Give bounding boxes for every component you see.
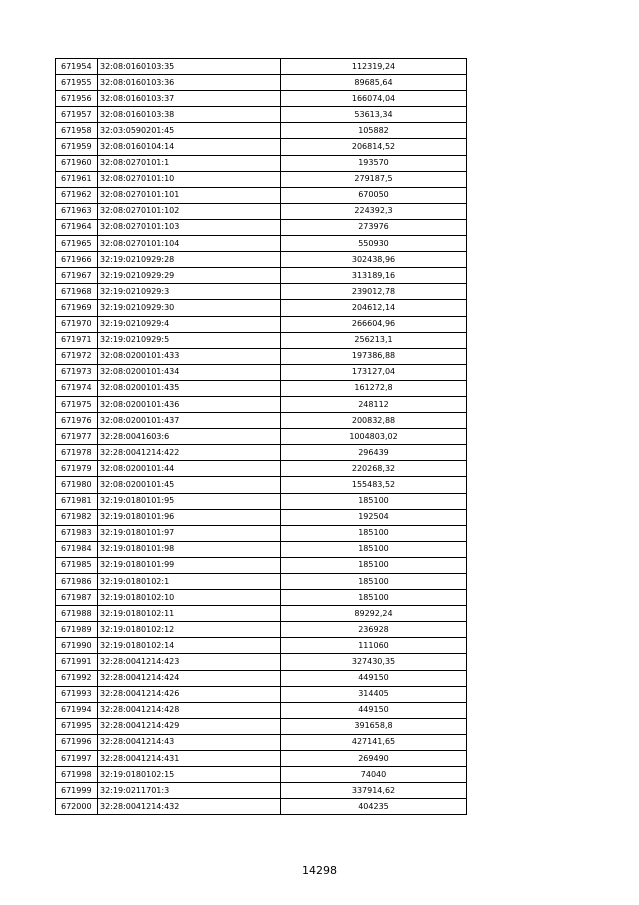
value-cell: 313189,16 bbox=[281, 268, 467, 284]
cadastral-number-cell: 32:19:0210929:28 bbox=[98, 252, 281, 268]
table-row bbox=[56, 429, 467, 445]
row-id-cell: 671957 bbox=[56, 107, 98, 123]
row-id-cell: 671999 bbox=[56, 783, 98, 799]
row-id-cell: 671995 bbox=[56, 718, 98, 734]
cadastral-number-cell: 32:08:0270101:1 bbox=[98, 155, 281, 171]
cadastral-number-cell: 32:19:0180101:95 bbox=[98, 493, 281, 509]
table-row bbox=[56, 380, 467, 396]
table-row bbox=[56, 300, 467, 316]
table-row bbox=[56, 751, 467, 767]
table-row bbox=[56, 509, 467, 525]
cadastral-number-cell: 32:08:0270101:101 bbox=[98, 187, 281, 203]
cadastral-number-cell: 32:08:0160103:36 bbox=[98, 75, 281, 91]
cadastral-number-cell: 32:28:0041214:423 bbox=[98, 654, 281, 670]
row-id-cell: 672000 bbox=[56, 799, 98, 815]
value-cell: 391658,8 bbox=[281, 718, 467, 734]
row-id-cell: 671984 bbox=[56, 541, 98, 557]
row-id-cell: 671979 bbox=[56, 461, 98, 477]
value-cell: 185100 bbox=[281, 557, 467, 573]
cadastral-number-cell: 32:08:0200101:45 bbox=[98, 477, 281, 493]
value-cell: 273976 bbox=[281, 219, 467, 235]
table-row bbox=[56, 541, 467, 557]
cadastral-number-cell: 32:08:0200101:44 bbox=[98, 461, 281, 477]
value-cell: 155483,52 bbox=[281, 477, 467, 493]
value-cell: 206814,52 bbox=[281, 139, 467, 155]
table-row bbox=[56, 396, 467, 412]
cadastral-number-cell: 32:08:0200101:433 bbox=[98, 348, 281, 364]
cadastral-number-cell: 32:28:0041603:6 bbox=[98, 429, 281, 445]
row-id-cell: 671980 bbox=[56, 477, 98, 493]
cadastral-number-cell: 32:28:0041214:43 bbox=[98, 734, 281, 750]
row-id-cell: 671981 bbox=[56, 493, 98, 509]
cadastral-number-cell: 32:08:0200101:437 bbox=[98, 413, 281, 429]
value-cell: 161272,8 bbox=[281, 380, 467, 396]
cadastral-number-cell: 32:08:0200101:434 bbox=[98, 364, 281, 380]
value-cell: 279187,5 bbox=[281, 171, 467, 187]
value-cell: 236928 bbox=[281, 622, 467, 638]
row-id-cell: 671990 bbox=[56, 638, 98, 654]
value-cell: 105882 bbox=[281, 123, 467, 139]
cadastral-value-table bbox=[55, 58, 467, 815]
table-row bbox=[56, 525, 467, 541]
table-row bbox=[56, 702, 467, 718]
cadastral-number-cell: 32:19:0180101:97 bbox=[98, 525, 281, 541]
value-cell: 89292,24 bbox=[281, 606, 467, 622]
table-row bbox=[56, 767, 467, 783]
row-id-cell: 671961 bbox=[56, 171, 98, 187]
value-cell: 111060 bbox=[281, 638, 467, 654]
row-id-cell: 671977 bbox=[56, 429, 98, 445]
table-row bbox=[56, 203, 467, 219]
table-row bbox=[56, 590, 467, 606]
cadastral-number-cell: 32:28:0041214:432 bbox=[98, 799, 281, 815]
table-row bbox=[56, 348, 467, 364]
value-cell: 1004803,02 bbox=[281, 429, 467, 445]
row-id-cell: 671963 bbox=[56, 203, 98, 219]
cadastral-number-cell: 32:19:0210929:4 bbox=[98, 316, 281, 332]
row-id-cell: 671976 bbox=[56, 413, 98, 429]
row-id-cell: 671956 bbox=[56, 91, 98, 107]
table-row bbox=[56, 59, 467, 75]
row-id-cell: 671996 bbox=[56, 734, 98, 750]
cadastral-number-cell: 32:19:0210929:5 bbox=[98, 332, 281, 348]
value-cell: 337914,62 bbox=[281, 783, 467, 799]
row-id-cell: 671988 bbox=[56, 606, 98, 622]
value-cell: 404235 bbox=[281, 799, 467, 815]
row-id-cell: 671967 bbox=[56, 268, 98, 284]
table-row bbox=[56, 799, 467, 815]
row-id-cell: 671960 bbox=[56, 155, 98, 171]
value-cell: 269490 bbox=[281, 751, 467, 767]
cadastral-number-cell: 32:08:0270101:10 bbox=[98, 171, 281, 187]
cadastral-number-cell: 32:28:0041214:431 bbox=[98, 751, 281, 767]
row-id-cell: 671954 bbox=[56, 59, 98, 75]
cadastral-number-cell: 32:19:0211701:3 bbox=[98, 783, 281, 799]
row-id-cell: 671998 bbox=[56, 767, 98, 783]
value-cell: 314405 bbox=[281, 686, 467, 702]
page-number: 14298 bbox=[302, 864, 337, 877]
value-cell: 197386,88 bbox=[281, 348, 467, 364]
row-id-cell: 671966 bbox=[56, 252, 98, 268]
table-row bbox=[56, 332, 467, 348]
row-id-cell: 671968 bbox=[56, 284, 98, 300]
value-cell: 266604,96 bbox=[281, 316, 467, 332]
table-row bbox=[56, 75, 467, 91]
cadastral-number-cell: 32:19:0180102:10 bbox=[98, 590, 281, 606]
table-row bbox=[56, 316, 467, 332]
value-cell: 166074,04 bbox=[281, 91, 467, 107]
cadastral-number-cell: 32:19:0180101:99 bbox=[98, 557, 281, 573]
cadastral-number-cell: 32:08:0200101:436 bbox=[98, 396, 281, 412]
row-id-cell: 671983 bbox=[56, 525, 98, 541]
value-cell: 185100 bbox=[281, 574, 467, 590]
value-cell: 220268,32 bbox=[281, 461, 467, 477]
table-row bbox=[56, 236, 467, 252]
row-id-cell: 671958 bbox=[56, 123, 98, 139]
value-cell: 89685,64 bbox=[281, 75, 467, 91]
value-cell: 248112 bbox=[281, 396, 467, 412]
row-id-cell: 671994 bbox=[56, 702, 98, 718]
table-row bbox=[56, 413, 467, 429]
row-id-cell: 671972 bbox=[56, 348, 98, 364]
table-row bbox=[56, 638, 467, 654]
value-cell: 427141,65 bbox=[281, 734, 467, 750]
cadastral-number-cell: 32:08:0160103:35 bbox=[98, 59, 281, 75]
value-cell: 53613,34 bbox=[281, 107, 467, 123]
cadastral-number-cell: 32:28:0041214:424 bbox=[98, 670, 281, 686]
row-id-cell: 671989 bbox=[56, 622, 98, 638]
cadastral-number-cell: 32:28:0041214:426 bbox=[98, 686, 281, 702]
cadastral-number-cell: 32:28:0041214:429 bbox=[98, 718, 281, 734]
table-row bbox=[56, 187, 467, 203]
cadastral-number-cell: 32:03:0590201:45 bbox=[98, 123, 281, 139]
row-id-cell: 671982 bbox=[56, 509, 98, 525]
row-id-cell: 671974 bbox=[56, 380, 98, 396]
table-row bbox=[56, 606, 467, 622]
value-cell: 192504 bbox=[281, 509, 467, 525]
cadastral-number-cell: 32:19:0180102:14 bbox=[98, 638, 281, 654]
row-id-cell: 671969 bbox=[56, 300, 98, 316]
table-body bbox=[56, 59, 467, 815]
row-id-cell: 671997 bbox=[56, 751, 98, 767]
cadastral-number-cell: 32:08:0200101:435 bbox=[98, 380, 281, 396]
value-cell: 449150 bbox=[281, 702, 467, 718]
value-cell: 449150 bbox=[281, 670, 467, 686]
row-id-cell: 671986 bbox=[56, 574, 98, 590]
cadastral-number-cell: 32:19:0180101:98 bbox=[98, 541, 281, 557]
cadastral-number-cell: 32:28:0041214:428 bbox=[98, 702, 281, 718]
table-row bbox=[56, 670, 467, 686]
cadastral-number-cell: 32:19:0180101:96 bbox=[98, 509, 281, 525]
value-cell: 185100 bbox=[281, 590, 467, 606]
cadastral-number-cell: 32:08:0270101:104 bbox=[98, 236, 281, 252]
value-cell: 200832,88 bbox=[281, 413, 467, 429]
table-row bbox=[56, 654, 467, 670]
table-row bbox=[56, 557, 467, 573]
table-row bbox=[56, 445, 467, 461]
cadastral-number-cell: 32:08:0270101:103 bbox=[98, 219, 281, 235]
value-cell: 74040 bbox=[281, 767, 467, 783]
table-row bbox=[56, 219, 467, 235]
value-cell: 204612,14 bbox=[281, 300, 467, 316]
table-row bbox=[56, 171, 467, 187]
table-row bbox=[56, 461, 467, 477]
table-row bbox=[56, 364, 467, 380]
value-cell: 185100 bbox=[281, 541, 467, 557]
value-cell: 224392,3 bbox=[281, 203, 467, 219]
value-cell: 239012,78 bbox=[281, 284, 467, 300]
row-id-cell: 671978 bbox=[56, 445, 98, 461]
cadastral-number-cell: 32:19:0210929:3 bbox=[98, 284, 281, 300]
row-id-cell: 671987 bbox=[56, 590, 98, 606]
value-cell: 670050 bbox=[281, 187, 467, 203]
cadastral-number-cell: 32:08:0160103:37 bbox=[98, 91, 281, 107]
table-row bbox=[56, 123, 467, 139]
row-id-cell: 671993 bbox=[56, 686, 98, 702]
table-row bbox=[56, 268, 467, 284]
cadastral-number-cell: 32:08:0270101:102 bbox=[98, 203, 281, 219]
cadastral-number-cell: 32:19:0210929:29 bbox=[98, 268, 281, 284]
row-id-cell: 671959 bbox=[56, 139, 98, 155]
value-cell: 256213,1 bbox=[281, 332, 467, 348]
cadastral-number-cell: 32:19:0180102:1 bbox=[98, 574, 281, 590]
value-cell: 327430,35 bbox=[281, 654, 467, 670]
row-id-cell: 671975 bbox=[56, 396, 98, 412]
value-cell: 550930 bbox=[281, 236, 467, 252]
row-id-cell: 671985 bbox=[56, 557, 98, 573]
row-id-cell: 671970 bbox=[56, 316, 98, 332]
value-cell: 185100 bbox=[281, 525, 467, 541]
table-row bbox=[56, 252, 467, 268]
table-row bbox=[56, 783, 467, 799]
cadastral-number-cell: 32:19:0210929:30 bbox=[98, 300, 281, 316]
table-row bbox=[56, 718, 467, 734]
row-id-cell: 671992 bbox=[56, 670, 98, 686]
row-id-cell: 671965 bbox=[56, 236, 98, 252]
row-id-cell: 671955 bbox=[56, 75, 98, 91]
value-cell: 296439 bbox=[281, 445, 467, 461]
cadastral-number-cell: 32:19:0180102:12 bbox=[98, 622, 281, 638]
cadastral-number-cell: 32:28:0041214:422 bbox=[98, 445, 281, 461]
cadastral-number-cell: 32:19:0180102:15 bbox=[98, 767, 281, 783]
cadastral-number-cell: 32:08:0160104:14 bbox=[98, 139, 281, 155]
value-cell: 173127,04 bbox=[281, 364, 467, 380]
row-id-cell: 671973 bbox=[56, 364, 98, 380]
row-id-cell: 671991 bbox=[56, 654, 98, 670]
table-row bbox=[56, 91, 467, 107]
table-row bbox=[56, 284, 467, 300]
table-row bbox=[56, 477, 467, 493]
table-row bbox=[56, 493, 467, 509]
row-id-cell: 671964 bbox=[56, 219, 98, 235]
value-cell: 193570 bbox=[281, 155, 467, 171]
table-row bbox=[56, 686, 467, 702]
value-cell: 112319,24 bbox=[281, 59, 467, 75]
table-row bbox=[56, 155, 467, 171]
table-row bbox=[56, 107, 467, 123]
cadastral-number-cell: 32:08:0160103:38 bbox=[98, 107, 281, 123]
value-cell: 302438,96 bbox=[281, 252, 467, 268]
table-row bbox=[56, 574, 467, 590]
table-row bbox=[56, 139, 467, 155]
row-id-cell: 671962 bbox=[56, 187, 98, 203]
value-cell: 185100 bbox=[281, 493, 467, 509]
cadastral-number-cell: 32:19:0180102:11 bbox=[98, 606, 281, 622]
row-id-cell: 671971 bbox=[56, 332, 98, 348]
table-row bbox=[56, 622, 467, 638]
table-row bbox=[56, 734, 467, 750]
